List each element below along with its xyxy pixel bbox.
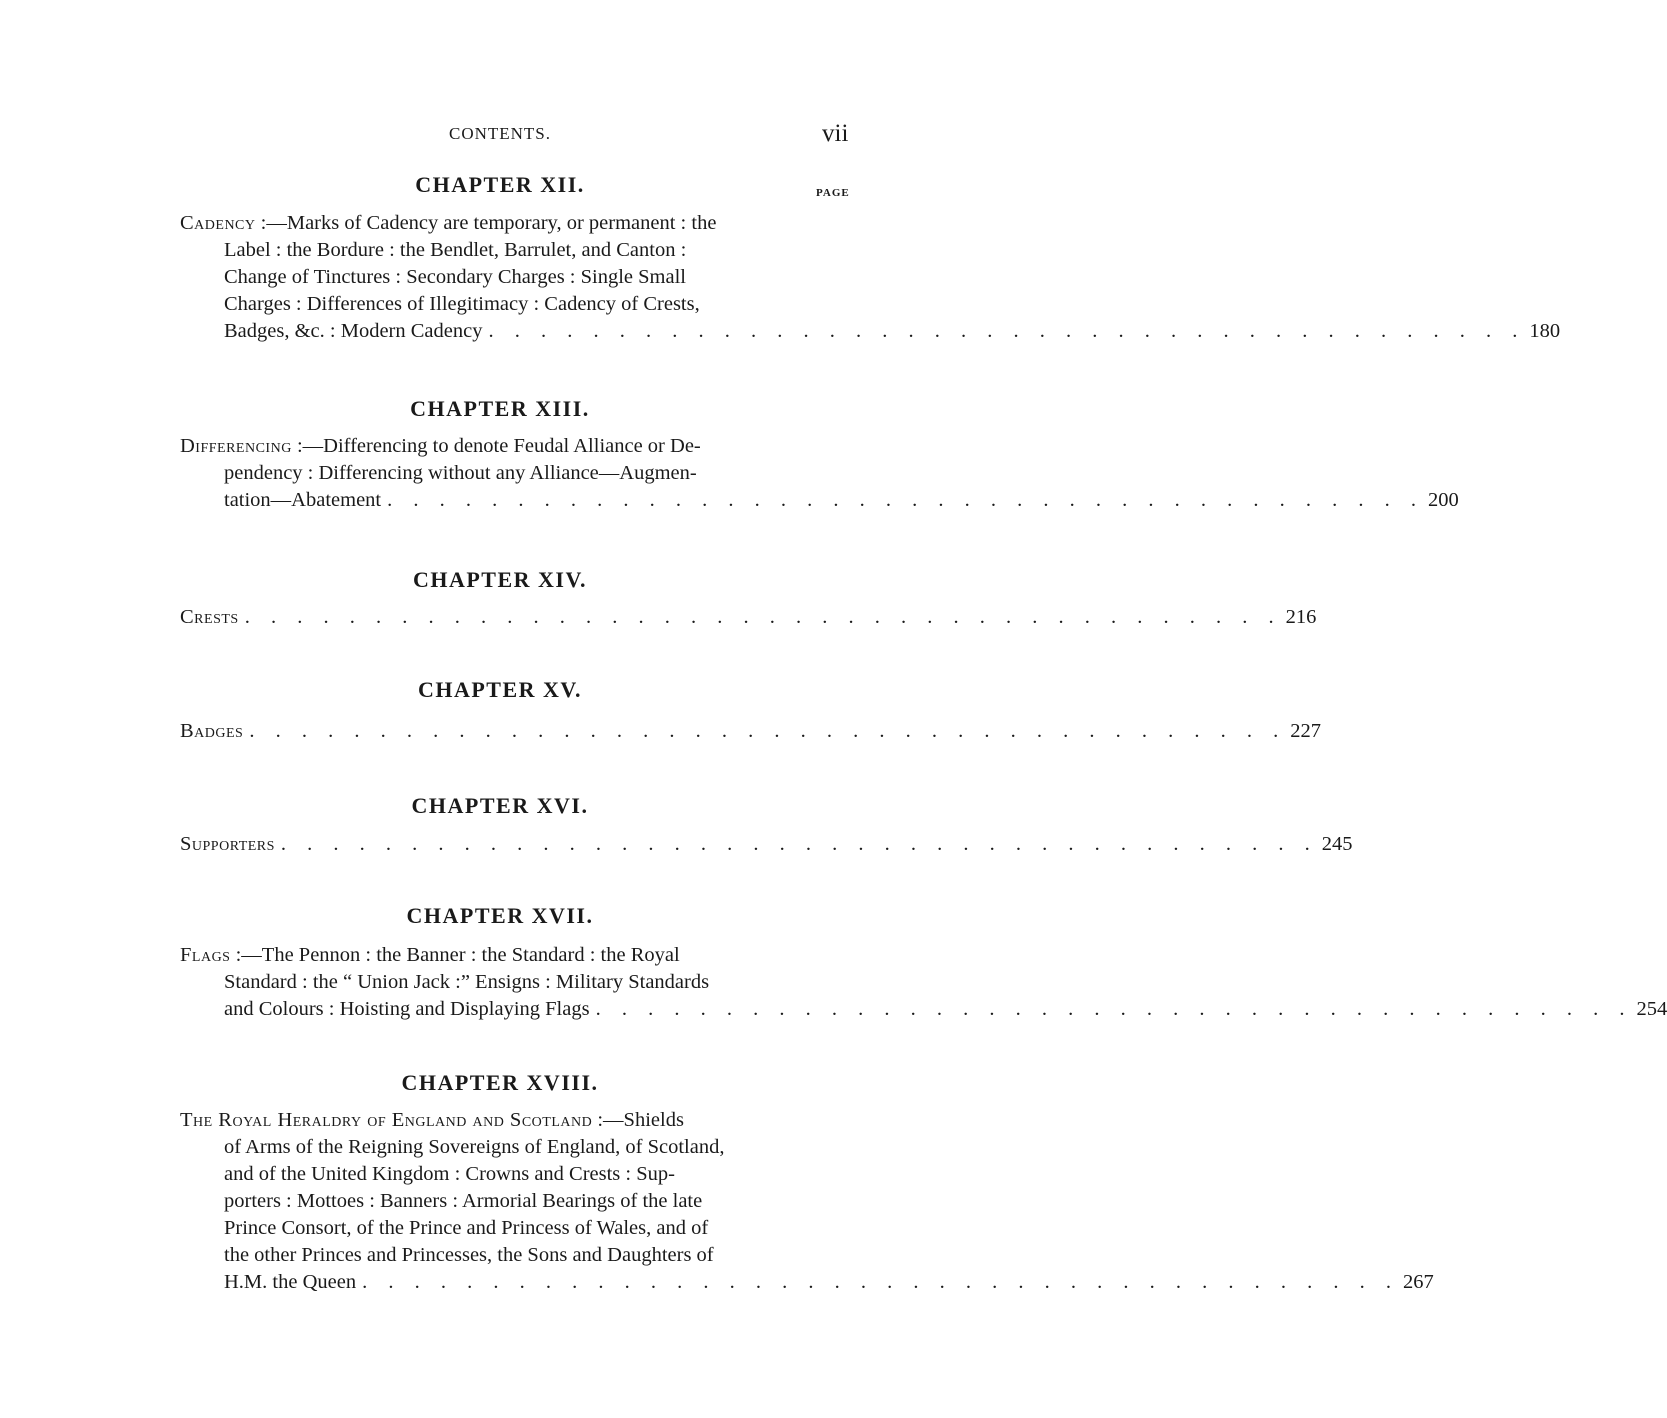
- dot-leader: . . . . . . . . . . . . . . . . . . . . . . . . . . . . . . . . . . . . . . . .: [488, 320, 1526, 342]
- entry-line: Shields: [623, 1109, 684, 1131]
- chapter-xviii: [0, 1070, 1000, 1096]
- entry-separator: :—: [255, 212, 287, 234]
- chapter-xiii-entry: [180, 433, 1459, 514]
- page-number: 227: [1290, 720, 1321, 742]
- entry-line: and of the United Kingdom : Crowns and Crests : Sup-: [224, 1163, 675, 1185]
- chapter-heading: CHAPTER XIII.: [410, 396, 590, 421]
- chapter-xiv-entry: [180, 604, 1317, 631]
- chapter-xiv: [0, 567, 1000, 593]
- chapter-xiii: [0, 396, 1000, 422]
- page-number: 267: [1402, 1271, 1434, 1293]
- page-number: 245: [1321, 833, 1353, 855]
- entry-line: porters : Mottoes : Banners : Armorial Bearings of the late: [224, 1190, 703, 1212]
- chapter-heading: CHAPTER XIV.: [412, 567, 588, 592]
- page-number: 200: [1428, 489, 1459, 511]
- page-number: 216: [1285, 606, 1317, 628]
- chapter-xvii: [0, 903, 1000, 929]
- dot-leader: . . . . . . . . . . . . . . . . . . . . . . . . . . . . . . . . . . . . . . . .: [387, 489, 1424, 511]
- entry-line: Badges, &c. : Modern Cadency: [224, 320, 483, 342]
- entry-title: Crests: [180, 606, 239, 628]
- entry-separator: :—: [592, 1109, 624, 1131]
- entry-line: pendency : Differencing without any Alliance—Augmen-: [224, 462, 697, 484]
- entry-title: Flags: [180, 944, 231, 966]
- chapter-heading: CHAPTER XV.: [417, 677, 582, 702]
- entry-line: Standard : the “ Union Jack :” Ensigns : Military Standards: [224, 971, 710, 993]
- entry-final-line: [180, 831, 1353, 858]
- entry-title: Differencing: [180, 435, 292, 457]
- entry-separator: :—: [291, 435, 324, 457]
- entry-line: The Pennon : the Banner : the Standard : the Royal: [261, 944, 680, 966]
- entry-line: Differencing to denote Feudal Alliance or De-: [323, 435, 701, 457]
- dot-leader: . . . . . . . . . . . . . . . . . . . . . . . . . . . . . . . . . . . . . . . .: [362, 1271, 1399, 1293]
- chapter-xviii-entry: [180, 1107, 1434, 1296]
- chapter-xvi: [0, 793, 1000, 819]
- entry-line: the other Princes and Princesses, the Sons and Daughters of: [224, 1244, 714, 1266]
- dot-leader: . . . . . . . . . . . . . . . . . . . . . . . . . . . . . . . . . . . . . . . .: [244, 606, 1282, 628]
- page-folio: vii: [822, 120, 849, 147]
- page-column-label: PAGE: [816, 187, 850, 199]
- chapter-xii: [0, 172, 1000, 198]
- entry-line: Charges : Differences of Illegitimacy : Cadency of Crests,: [224, 293, 700, 315]
- entry-line: Marks of Cadency are temporary, or permanent : the: [286, 212, 717, 234]
- chapter-heading: CHAPTER XVI.: [411, 793, 589, 818]
- running-title: CONTENTS.: [448, 124, 552, 143]
- entry-line: of Arms of the Reigning Sovereigns of England, of Scotland,: [224, 1136, 725, 1158]
- dot-leader: . . . . . . . . . . . . . . . . . . . . . . . . . . . . . . . . . . . . . . . .: [280, 833, 1318, 855]
- entry-title: The Royal Heraldry of England and Scotland: [180, 1109, 593, 1131]
- entry-line: Label : the Bordure : the Bendlet, Barrulet, and Canton :: [224, 239, 687, 261]
- page-number: 180: [1529, 320, 1561, 342]
- dot-leader: . . . . . . . . . . . . . . . . . . . . . . . . . . . . . . . . . . . . . . . .: [249, 720, 1287, 742]
- dot-leader: . . . . . . . . . . . . . . . . . . . . . . . . . . . . . . . . . . . . . . . .: [595, 998, 1633, 1020]
- entry-final-line: [180, 718, 1321, 745]
- entry-line: and Colours : Hoisting and Displaying Flags: [224, 998, 590, 1020]
- entry-line: Prince Consort, of the Prince and Princess of Wales, and of: [224, 1217, 709, 1239]
- entry-final-line: [180, 318, 1561, 345]
- entry-separator: :—: [230, 944, 262, 966]
- entry-title: Cadency: [180, 212, 256, 234]
- chapter-xvi-entry: [180, 831, 1353, 858]
- entry-final-line: [180, 996, 1667, 1023]
- chapter-xv-entry: [180, 718, 1321, 745]
- chapter-heading: CHAPTER XVII.: [406, 903, 594, 928]
- entry-line: tation—Abatement: [224, 489, 382, 511]
- chapter-heading: CHAPTER XII.: [415, 172, 585, 197]
- entry-final-line: [180, 487, 1459, 514]
- entry-title: Badges: [180, 720, 244, 742]
- entry-final-line: [180, 604, 1317, 631]
- page-number: 254: [1636, 998, 1667, 1020]
- chapter-xv: [0, 677, 1000, 703]
- entry-line: Change of Tinctures : Secondary Charges : Single Small: [224, 266, 686, 288]
- entry-final-line: [180, 1269, 1434, 1296]
- chapter-xii-entry: [180, 210, 1561, 345]
- chapter-heading: CHAPTER XVIII.: [401, 1070, 599, 1095]
- entry-line: H.M. the Queen: [224, 1271, 357, 1293]
- entry-title: Supporters: [180, 833, 275, 855]
- chapter-xvii-entry: [180, 942, 1667, 1023]
